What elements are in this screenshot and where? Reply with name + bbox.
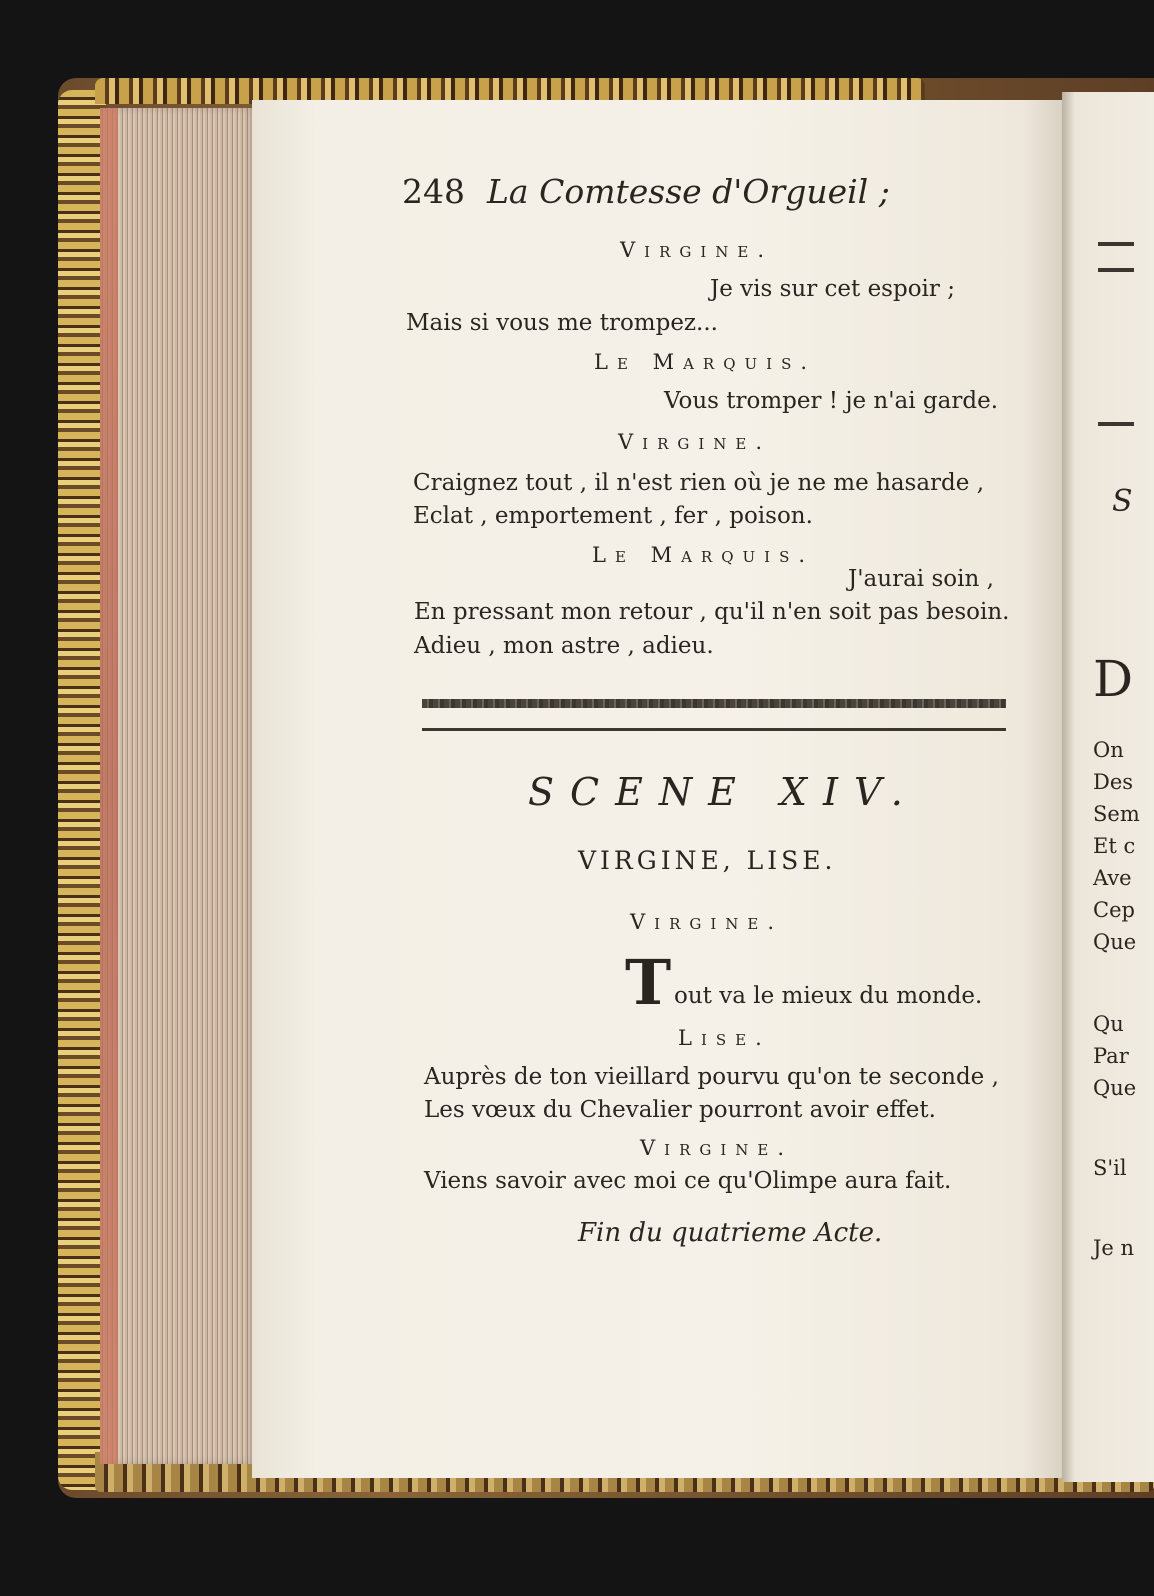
drop-cap: T: [625, 946, 672, 1019]
verse-line: En pressant mon retour , qu'il n'en soit pas besoin.: [414, 599, 1010, 625]
red-sprinkled-edge: [100, 108, 118, 1464]
verse-line: Mais si vous me trompez...: [406, 310, 718, 336]
scene-cast: VIRGINE, LISE.: [578, 846, 837, 875]
verse-line: out va le mieux du monde.: [674, 983, 983, 1009]
right-page-fragment: Et c: [1093, 834, 1136, 858]
right-page-fragment: Qu: [1093, 1012, 1124, 1036]
page-number: 248: [402, 172, 465, 211]
right-page-fragment: D: [1093, 650, 1134, 708]
speaker-label: Virgine.: [640, 1136, 794, 1160]
running-title: La Comtesse d'Orgueil ;: [487, 172, 890, 211]
verse-line: Adieu , mon astre , adieu.: [414, 633, 714, 659]
right-page-fragment: Des: [1093, 770, 1134, 794]
right-page-fragment: Par: [1093, 1044, 1129, 1068]
divider-rule: [422, 728, 1006, 731]
end-of-act: Fin du quatrieme Acte.: [578, 1218, 883, 1248]
verse-line: Auprès de ton vieillard pourvu qu'on te seconde ,: [424, 1064, 999, 1090]
right-page-rule: [1098, 242, 1134, 246]
right-page-fragment: Je n: [1093, 1236, 1135, 1260]
verse-line: Viens savoir avec moi ce qu'Olimpe aura fait.: [424, 1168, 952, 1194]
speaker-label: Virgine.: [620, 238, 774, 262]
right-page-fragment: Ave: [1093, 866, 1132, 890]
right-page-rule: [1098, 422, 1134, 426]
right-page-fragment: S'il: [1093, 1156, 1127, 1180]
right-page-fragment: On: [1093, 738, 1124, 762]
right-page-fragment: Cep: [1093, 898, 1135, 922]
verse-line: J'aurai soin ,: [848, 566, 994, 592]
page-edges: [100, 108, 256, 1464]
verse-line: Les vœux du Chevalier pourront avoir effet.: [424, 1097, 936, 1123]
verse-line: Vous tromper ! je n'ai garde.: [664, 388, 999, 414]
speaker-label: Le Marquis.: [594, 350, 817, 374]
right-page-fragment: Que: [1093, 1076, 1137, 1100]
gilt-spine-edge: [58, 90, 106, 1490]
running-head: [402, 172, 890, 211]
verse-line: Je vis sur cet espoir ;: [710, 276, 955, 302]
speaker-label: Virgine.: [630, 910, 784, 934]
right-page-rule: [1098, 268, 1134, 272]
right-page-fragment: S: [1112, 484, 1133, 519]
speaker-label: Lise.: [678, 1026, 771, 1050]
speaker-label: Le Marquis.: [592, 543, 815, 567]
verse-line: Eclat , emportement , fer , poison.: [413, 503, 813, 529]
speaker-label: Virgine.: [618, 430, 772, 454]
ornamental-rule: [422, 699, 1006, 708]
scene-heading: SCENE XIV.: [528, 770, 919, 814]
right-page-fragment: Sem: [1093, 802, 1140, 826]
right-page-fragment: Que: [1093, 930, 1137, 954]
verse-line: Craignez tout , il n'est rien où je ne me hasarde ,: [413, 470, 985, 496]
